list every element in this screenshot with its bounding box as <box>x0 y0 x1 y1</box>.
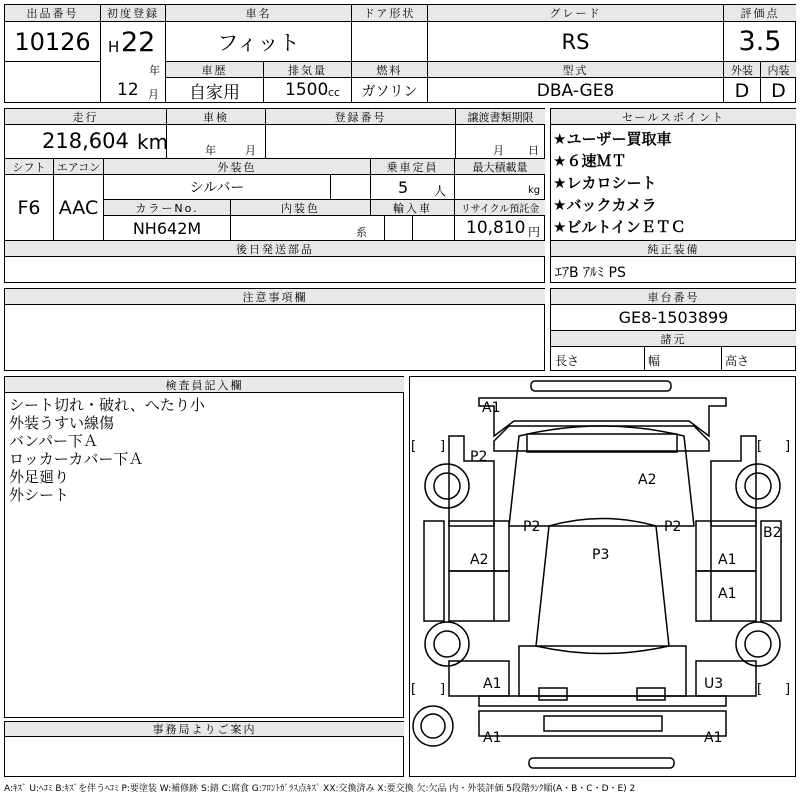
interior-grade-value: D <box>771 79 786 102</box>
note-line: 外シート <box>9 486 70 504</box>
history-header: 車歴 <box>166 62 263 77</box>
bracket-right-top-close: ] <box>785 439 791 454</box>
later-parts-header: 後日発送部品 <box>5 241 545 256</box>
fuel-value: ガソリン <box>361 83 418 100</box>
note-line: 外装うすい線傷 <box>9 414 115 432</box>
transfer-month-unit: 月 <box>493 144 504 157</box>
mileage-value: 218,604 <box>42 129 129 153</box>
insp-year-unit: 年 <box>205 144 216 157</box>
era-label: H <box>108 38 120 56</box>
model-code-header: 型式 <box>428 62 723 77</box>
exterior-header: 外装 <box>724 62 760 77</box>
mileage-header: 走行 <box>5 109 166 124</box>
door-header: ドア形状 <box>352 5 427 21</box>
height-label: 高さ <box>725 354 750 368</box>
mark-roof-p3: P3 <box>592 547 610 563</box>
sales-point: ★レカロシート <box>553 174 657 192</box>
capacity-header: 乗車定員 <box>371 159 454 174</box>
mark-left-door-a2: A2 <box>470 552 489 568</box>
year-value: 22 <box>121 27 156 58</box>
ext-color-header: 外装色 <box>104 159 370 174</box>
recycle-value: 10,810 <box>466 218 526 238</box>
bracket-left-bottom-close: ] <box>440 682 446 697</box>
bracket-right-bottom-close: ] <box>785 682 791 697</box>
import-header: 輸入車 <box>371 200 454 215</box>
width-label: 幅 <box>648 354 661 368</box>
inspector-notes-header: 検査員記入欄 <box>5 377 404 392</box>
month-unit: 月 <box>148 88 159 101</box>
inspector-notes-list <box>9 394 205 502</box>
mark-bottom-left-a1: A1 <box>483 730 502 746</box>
caution-header: 注意事項欄 <box>5 289 545 304</box>
bracket-right-bottom: [ <box>757 682 763 697</box>
sales-point: ★バックカメラ <box>553 196 657 214</box>
mark-left-p2: P2 <box>470 449 488 465</box>
mark-right-rear-door-a1: A1 <box>718 586 737 602</box>
model-code-value: DBA-GE8 <box>536 80 615 101</box>
lot-no-value: 10126 <box>14 27 91 56</box>
insp-month-unit: 月 <box>245 144 256 157</box>
displacement-unit: cc <box>328 86 341 99</box>
month-value: 12 <box>117 80 139 100</box>
office-notice-header: 事務局よりご案内 <box>5 722 404 736</box>
history-value: 自家用 <box>189 83 240 103</box>
inspection-header: 車検 <box>167 109 265 124</box>
ext-color-value: シルバー <box>189 180 245 196</box>
lot-no-header: 出品番号 <box>5 5 100 21</box>
genuine-equip-header: 純正装備 <box>551 241 796 256</box>
displacement-header: 排気量 <box>264 62 351 77</box>
sales-point: ★ユーザー買取車 <box>553 130 672 148</box>
mark-rear-right-u3: U3 <box>704 676 724 692</box>
mark-hood-a2: A2 <box>638 472 657 488</box>
bracket-left-bottom: [ <box>411 682 417 697</box>
exterior-grade-value: D <box>734 79 750 102</box>
length-label: 長さ <box>555 354 580 368</box>
displacement-value: 1500 <box>285 80 329 100</box>
sales-points-header: セールスポイント <box>551 109 796 124</box>
aircon-value: AAC <box>58 196 99 219</box>
color-no-value: NH642M <box>132 218 202 238</box>
legend-text: A:ｷｽﾞ U:ﾍｺﾐ B:ｷｽﾞを伴うﾍｺﾐ P:要塗装 W:補修跡 S:錆 C:腐食 G:ﾌﾛﾝﾄｶﾞﾗｽ点ｷｽﾞ XX:交換済み X:要交換 欠:欠品 内・外装評価 5段階ﾗﾝｸ順(A・B・C・D・E) 2 <box>4 784 636 794</box>
transfer-day-unit: 日 <box>528 144 539 157</box>
year-unit: 年 <box>149 64 160 77</box>
dimensions-header: 諸元 <box>551 331 796 346</box>
score-header: 評価点 <box>724 5 796 21</box>
grade-header: グレード <box>428 5 723 21</box>
car-diagram <box>409 376 796 777</box>
sales-point: ★６速ＭＴ <box>553 152 627 170</box>
registration-header: 登録番号 <box>266 109 455 124</box>
mark-right-pillar-p2: P2 <box>664 519 682 535</box>
shift-header: シフト <box>5 159 53 174</box>
max-load-header: 最大積載量 <box>455 159 545 174</box>
mark-right-door-a1: A1 <box>718 552 737 568</box>
note-line: ロッカーカバー下Ａ <box>9 450 144 468</box>
car-name-header: 車名 <box>166 5 351 21</box>
mileage-unit: km <box>137 130 169 154</box>
int-color-unit: 系 <box>356 226 367 239</box>
car-name-value: フィット <box>217 30 300 55</box>
score-value: 3.5 <box>738 26 782 57</box>
genuine-equip-value: ｴｱB ｱﾙﾐ PS <box>555 265 626 281</box>
mark-right-b2: B2 <box>763 525 782 541</box>
capacity-unit: 人 <box>434 184 447 198</box>
bracket-left-top: [ <box>411 439 417 454</box>
grade-value: RS <box>561 29 590 54</box>
load-unit: kg <box>528 185 541 196</box>
interior-header: 内装 <box>761 62 796 77</box>
mark-left-pillar-p2: P2 <box>523 519 541 535</box>
first-reg-header: 初度登録 <box>101 5 165 21</box>
fuel-header: 燃料 <box>352 62 427 77</box>
mark-front-a1: A1 <box>482 400 501 416</box>
chassis-no-header: 車台番号 <box>551 289 796 304</box>
recycle-unit: 円 <box>528 225 541 239</box>
aircon-header: エアコン <box>54 159 103 174</box>
int-color-header: 内装色 <box>231 200 370 215</box>
bracket-left-top-close: ] <box>440 439 446 454</box>
sales-point: ★ビルトインＥＴＣ <box>553 218 686 236</box>
chassis-no-value: GE8-1503899 <box>618 308 729 327</box>
color-no-header: カラーNo. <box>104 200 230 215</box>
bracket-right-top: [ <box>757 439 763 454</box>
sales-points-list <box>553 128 686 238</box>
note-line: バンパー下Ａ <box>9 432 98 450</box>
transfer-doc-header: 譲渡書類期限 <box>456 109 545 124</box>
mark-rear-left-a1: A1 <box>483 676 502 692</box>
mark-bottom-right-a1: A1 <box>704 730 723 746</box>
capacity-value: 5 <box>398 178 409 197</box>
note-line: 外足廻り <box>9 468 70 486</box>
shift-value: F6 <box>17 196 41 219</box>
note-line: シート切れ・破れ、へたり小 <box>9 396 205 414</box>
recycle-header: リサイクル預託金 <box>455 200 545 215</box>
